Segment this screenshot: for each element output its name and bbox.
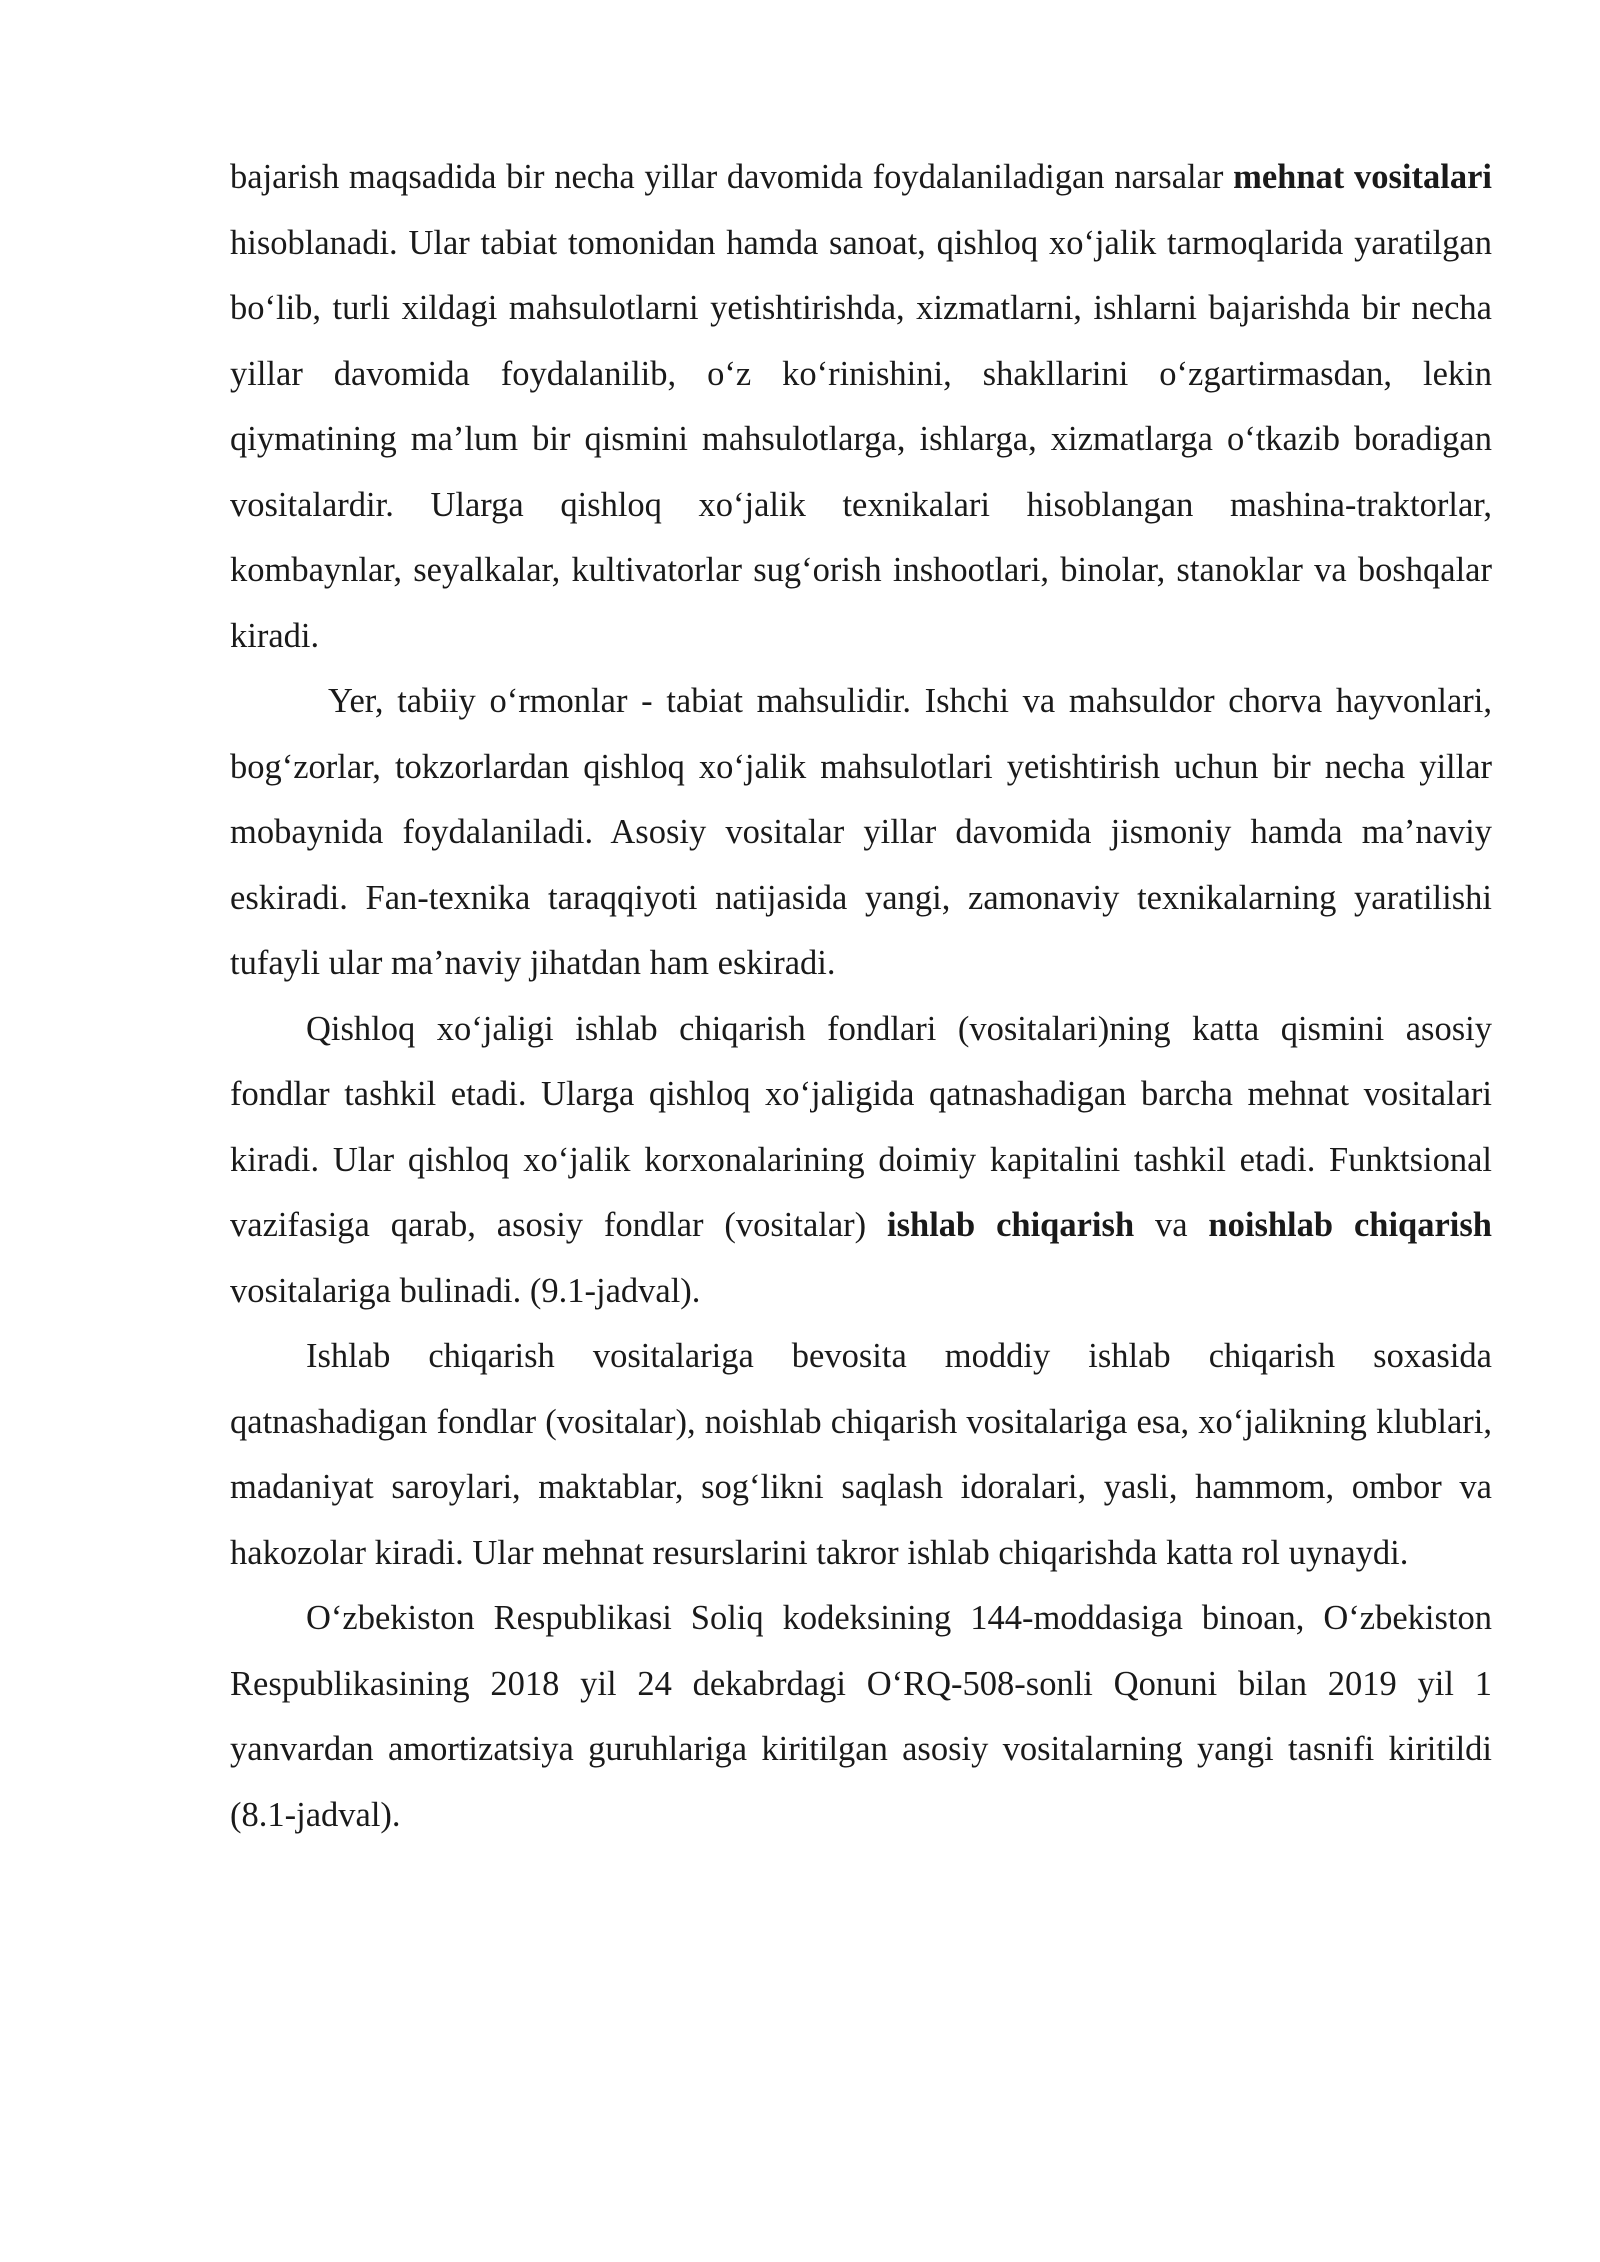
- text-run: Ishlab chiqarish vositalariga bevosita moddiy ishlab chiqarish soxasida qatnashadigan fondlar (vositalar), noishlab chiqarish vositalariga esa, xo‘jalikning klublari, madaniyat saroylari, maktablar, sog‘likni saqlash idoralari, yasli, hammom, ombor va hakozolar kiradi. Ular mehnat resurslarini takror ishlab chiqarishda katta rol uynaydi.: [230, 1337, 1492, 1572]
- paragraph-mehnat-vositalari: [230, 145, 1492, 669]
- text-run: va: [1134, 1206, 1209, 1244]
- paragraph-asosiy-fondlar: [230, 997, 1492, 1325]
- text-run: Qishloq xo‘jaligi ishlab chiqarish fondlari (vositalari)ning katta qismini asosiy fondlar tashkil etadi. Ularga qishloq xo‘jaligida qatnashadigan barcha mehnat vositalari kiradi. Ular qishloq xo‘jalik korxonalarining doimiy kapitalini tashkil etadi. Funktsional vazifasiga qarab, asosiy fondlar (vositalar): [230, 1009, 1492, 1244]
- paragraph-yer-tabiiy: [230, 669, 1492, 997]
- paragraph-ishlab-chiqarish: [230, 1324, 1492, 1586]
- document-page: [230, 145, 1492, 1848]
- text-run: bajarish maqsadida bir necha yillar davomida foydalaniladigan narsalar: [230, 158, 1234, 196]
- bold-term: noishlab chiqarish: [1208, 1206, 1492, 1244]
- text-run: Yer, tabiiy o‘rmonlar - tabiat mahsulidir. Ishchi va mahsuldor chorva hayvonlari, bog‘zorlar, tokzorlardan qishloq xo‘jalik mahsulotlari yetishtirish uchun bir necha yillar mobaynida foydalaniladi. Asosiy vositalar yillar davomida jismoniy hamda ma’naviy eskiradi. Fan-texnika taraqqiyoti natijasida yangi, zamonaviy texnikalarning yaratilishi tufayli ular ma’naviy jihatdan ham eskiradi.: [230, 682, 1492, 982]
- text-run: hisoblanadi. Ular tabiat tomonidan hamda sanoat, qishloq xo‘jalik tarmoqlarida yaratilgan bo‘lib, turli xildagi mahsulotlarni yetishtirishda, xizmatlarni, ishlarni bajarishda bir necha yillar davomida foydalanilib, o‘z ko‘rinishini, shakllarini o‘zgartirmasdan, lekin qiymatining ma’lum bir qismini mahsulotlarga, ishlarga, xizmatlarga o‘tkazib boradigan vositalardir. Ularga qishloq xo‘jalik texnikalari hisoblangan mashina-traktorlar, kombaynlar, seyalkalar, kultivatorlar sug‘orish inshootlari, binolar, stanoklar va boshqalar kiradi.: [230, 223, 1492, 655]
- paragraph-soliq-kodeksi: [230, 1586, 1492, 1848]
- bold-term: mehnat vositalari: [1233, 158, 1492, 196]
- text-run: vositalariga bulinadi. (9.1-jadval).: [230, 1271, 701, 1310]
- text-run: O‘zbekiston Respublikasi Soliq kodeksining 144-moddasiga binoan, O‘zbekiston Respublikasining 2018 yil 24 dekabrdagi O‘RQ-508-sonli Qonuni bilan 2019 yil 1 yanvardan amortizatsiya guruhlariga kiritilgan asosiy vositalarning yangi tasnifi kiritildi (8.1-jadval).: [230, 1599, 1492, 1834]
- bold-term: ishlab chiqarish: [887, 1206, 1135, 1244]
